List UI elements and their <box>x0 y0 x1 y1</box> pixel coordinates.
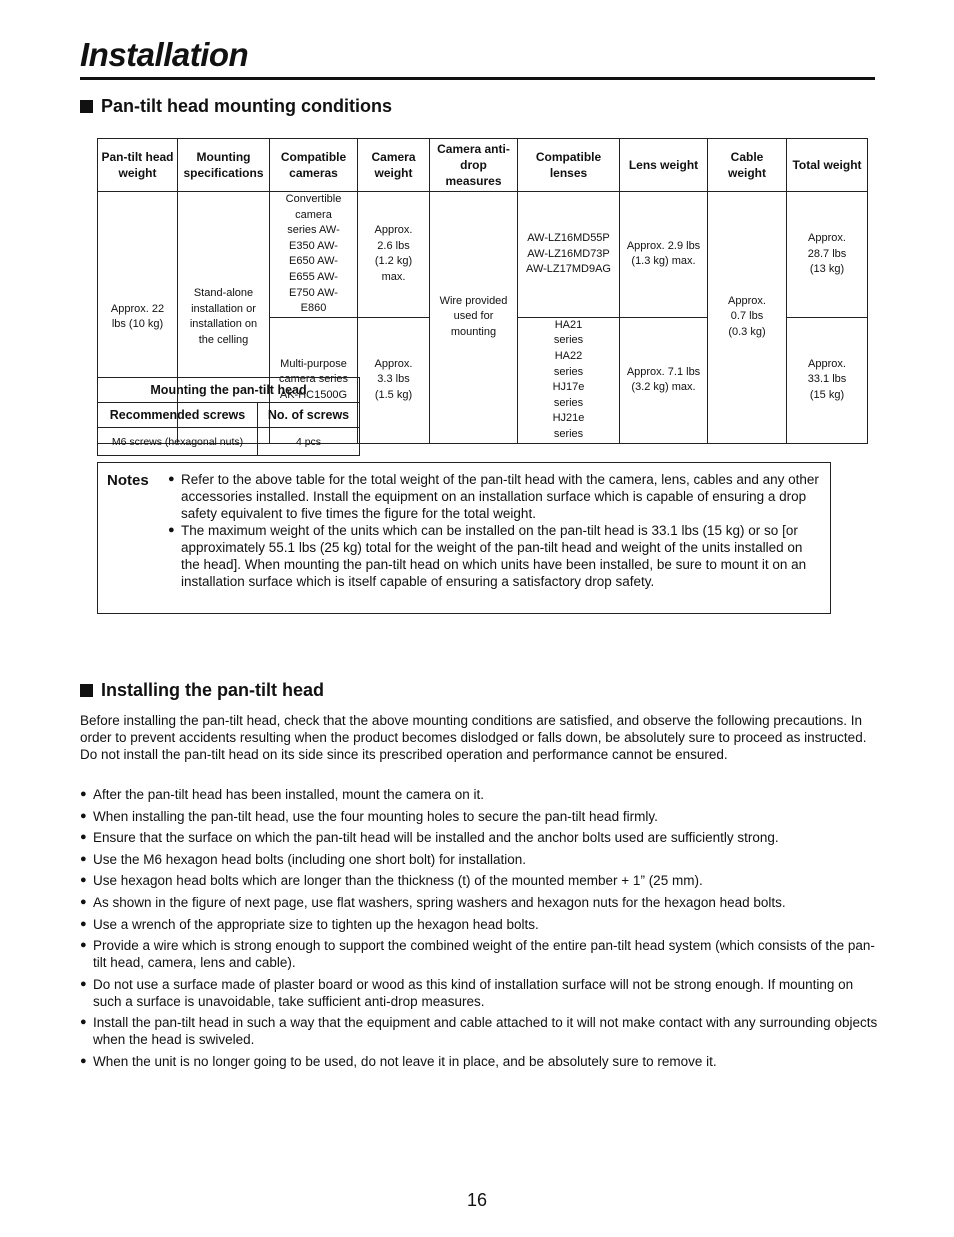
screws-table-title-row <box>98 378 360 403</box>
table-header-row <box>98 139 868 192</box>
header-cell: Total weight <box>787 139 868 192</box>
cable-weight-cell: Approx. 0.7 lbs (0.3 kg) <box>708 192 787 444</box>
list-item <box>80 808 880 825</box>
list-item-text: Provide a wire which is strong enough to support the combined weight of the entire pan-tilt head system (which consists of the pan-tilt head, camera, lens and cable). <box>93 938 875 971</box>
header-cell: Cable weight <box>708 139 787 192</box>
header-cell: Mounting specifications <box>178 139 270 192</box>
list-item-text: After the pan-tilt head has been installed, mount the camera on it. <box>93 787 484 802</box>
lens-weight-cell: Approx. 2.9 lbs (1.3 kg) max. <box>620 192 708 318</box>
total-weight-cell: Approx. 33.1 lbs (15 kg) <box>787 317 868 443</box>
list-item <box>80 829 880 846</box>
section-heading-installing <box>80 680 324 701</box>
title-rule <box>80 77 875 80</box>
bullet-icon: ● <box>168 473 175 485</box>
bullet-icon: ● <box>168 524 175 536</box>
list-item-text: Use hexagon head bolts which are longer than the thickness (t) of the mounted member + 1” (25 mm). <box>93 873 703 889</box>
list-item <box>80 916 880 933</box>
precautions-list <box>80 786 880 1075</box>
notes-label: Notes <box>107 472 149 489</box>
intro-paragraph: Before installing the pan-tilt head, check that the above mounting conditions are satisfied, and observe the following precautions. In order to prevent accidents resulting when the product becomes dislodged or falls down, be absolutely sure to proceed as instructed. Do not install the pan-tilt head on its side since its prescribed operation and performance cannot be ensured. <box>80 713 867 763</box>
header-cell: Camera weight <box>358 139 430 192</box>
lens-cell: AW-LZ16MD55P AW-LZ16MD73P AW-LZ17MD9AG <box>518 192 620 318</box>
notes-box <box>97 462 831 614</box>
bullet-icon: ● <box>80 874 87 887</box>
header-cell: No. of screws <box>258 403 360 428</box>
header-cell: Camera anti-drop measures <box>430 139 518 192</box>
list-item-text: Ensure that the surface on which the pan-tilt head will be installed and the anchor bolts used are sufficiently strong. <box>93 830 779 846</box>
lens-weight-cell: Approx. 7.1 lbs (3.2 kg) max. <box>620 317 708 443</box>
bullet-icon: ● <box>80 852 87 865</box>
list-item-text: As shown in the figure of next page, use flat washers, spring washers and hexagon nuts for the hexagon head bolts. <box>93 894 786 910</box>
list-item-text: Use a wrench of the appropriate size to tighten up the hexagon head bolts. <box>93 916 539 932</box>
table-row <box>98 192 868 318</box>
bullet-icon: ● <box>80 788 87 800</box>
list-item <box>80 976 880 1010</box>
note-text: Refer to the above table for the total weight of the pan-tilt head with the camera, lens, cables and any other accessories installed. Install the equipment on an installation surface which is capable of ensuring a drop safety equivalent to five times the figure for the total weight. <box>181 472 819 521</box>
square-bullet-icon <box>80 100 93 113</box>
screws-table-header-row <box>98 403 360 428</box>
list-item <box>80 851 880 868</box>
list-item <box>80 894 880 911</box>
note-text: The maximum weight of the units which can be installed on the pan-tilt head is 33.1 lbs (15 kg) or so [or approximately 55.1 lbs (25 kg) total for the weight of the pan-tilt head and weight of the units installed on the head]. When mounting the pan-tilt head on which units have been installed, be sure to mount it on an installation surface which is itself capable of ensuring a satisfactory drop safety. <box>181 523 807 589</box>
list-item <box>80 872 880 889</box>
screw-type-cell: M6 screws (hexagonal nuts) <box>98 428 258 456</box>
bullet-icon: ● <box>80 831 87 844</box>
square-bullet-icon <box>80 684 93 697</box>
page-number: 16 <box>466 1190 488 1210</box>
antidrop-cell: Wire provided used for mounting <box>430 192 518 444</box>
list-item <box>80 1053 880 1070</box>
screw-count-cell: 4 pcs <box>258 428 360 456</box>
section-heading-text: Installing the pan-tilt head <box>101 680 325 700</box>
list-item-text: Do not use a surface made of plaster board or wood as this kind of installation surface will not be strong enough. If mounting on such a surface is unavoidable, take sufficient anti-drop measures. <box>93 976 854 1009</box>
camera-weight-cell: Approx. 3.3 lbs (1.5 kg) <box>358 317 430 443</box>
page-title: Installation <box>80 36 249 73</box>
camera-weight-cell: Approx. 2.6 lbs (1.2 kg) max. <box>358 192 430 318</box>
table-row <box>98 428 360 456</box>
screws-table-title: Mounting the pan-tilt head <box>98 378 360 403</box>
camera-cell: Convertible camera series AW-E350 AW-E650 AW-E655 AW-E750 AW-E860 <box>270 192 358 318</box>
header-cell: Pan-tilt head weight <box>98 139 178 192</box>
pantilt-weight-cell: Approx. 22 lbs (10 kg) <box>98 192 178 444</box>
mounting-spec-cell: Stand-alone installation or installation on the celling <box>178 192 270 444</box>
header-cell: Recommended screws <box>98 403 258 428</box>
bullet-icon: ● <box>80 917 87 930</box>
total-weight-cell: Approx. 28.7 lbs (13 kg) <box>787 192 868 318</box>
bullet-icon: ● <box>80 1054 87 1067</box>
list-item <box>80 786 880 803</box>
list-item-text: Install the pan-tilt head in such a way that the equipment and cable attached to it will not make contact with any surrounding objects when the head is swiveled. <box>93 1015 878 1048</box>
bullet-icon: ● <box>80 939 87 952</box>
header-cell: Lens weight <box>620 139 708 192</box>
lens-cell: HA21 series HA22 series HJ17e series HJ21e series <box>518 317 620 443</box>
screws-table <box>97 377 360 456</box>
section-heading-mounting-conditions <box>80 96 392 117</box>
list-item-text: Use the M6 hexagon head bolts (including one short bolt) for installation. <box>93 851 527 867</box>
header-cell: Compatible lenses <box>518 139 620 192</box>
notes-list <box>168 471 820 590</box>
list-item <box>80 937 880 971</box>
list-item-text: When the unit is no longer going to be used, do not leave it in place, and be absolutely sure to remove it. <box>93 1053 717 1069</box>
bullet-icon: ● <box>80 977 87 990</box>
list-item <box>168 471 820 522</box>
camera-cell: Multi-purpose camera series AK-HC1500G <box>270 317 358 443</box>
list-item <box>80 1014 880 1048</box>
list-item <box>168 522 820 590</box>
bullet-icon: ● <box>80 895 87 908</box>
header-cell: Compatible cameras <box>270 139 358 192</box>
bullet-icon: ● <box>80 809 87 822</box>
section-heading-text: Pan-tilt head mounting conditions <box>101 96 392 116</box>
bullet-icon: ● <box>80 1016 87 1029</box>
list-item-text: When installing the pan-tilt head, use the four mounting holes to secure the pan-tilt head firmly. <box>93 808 658 824</box>
